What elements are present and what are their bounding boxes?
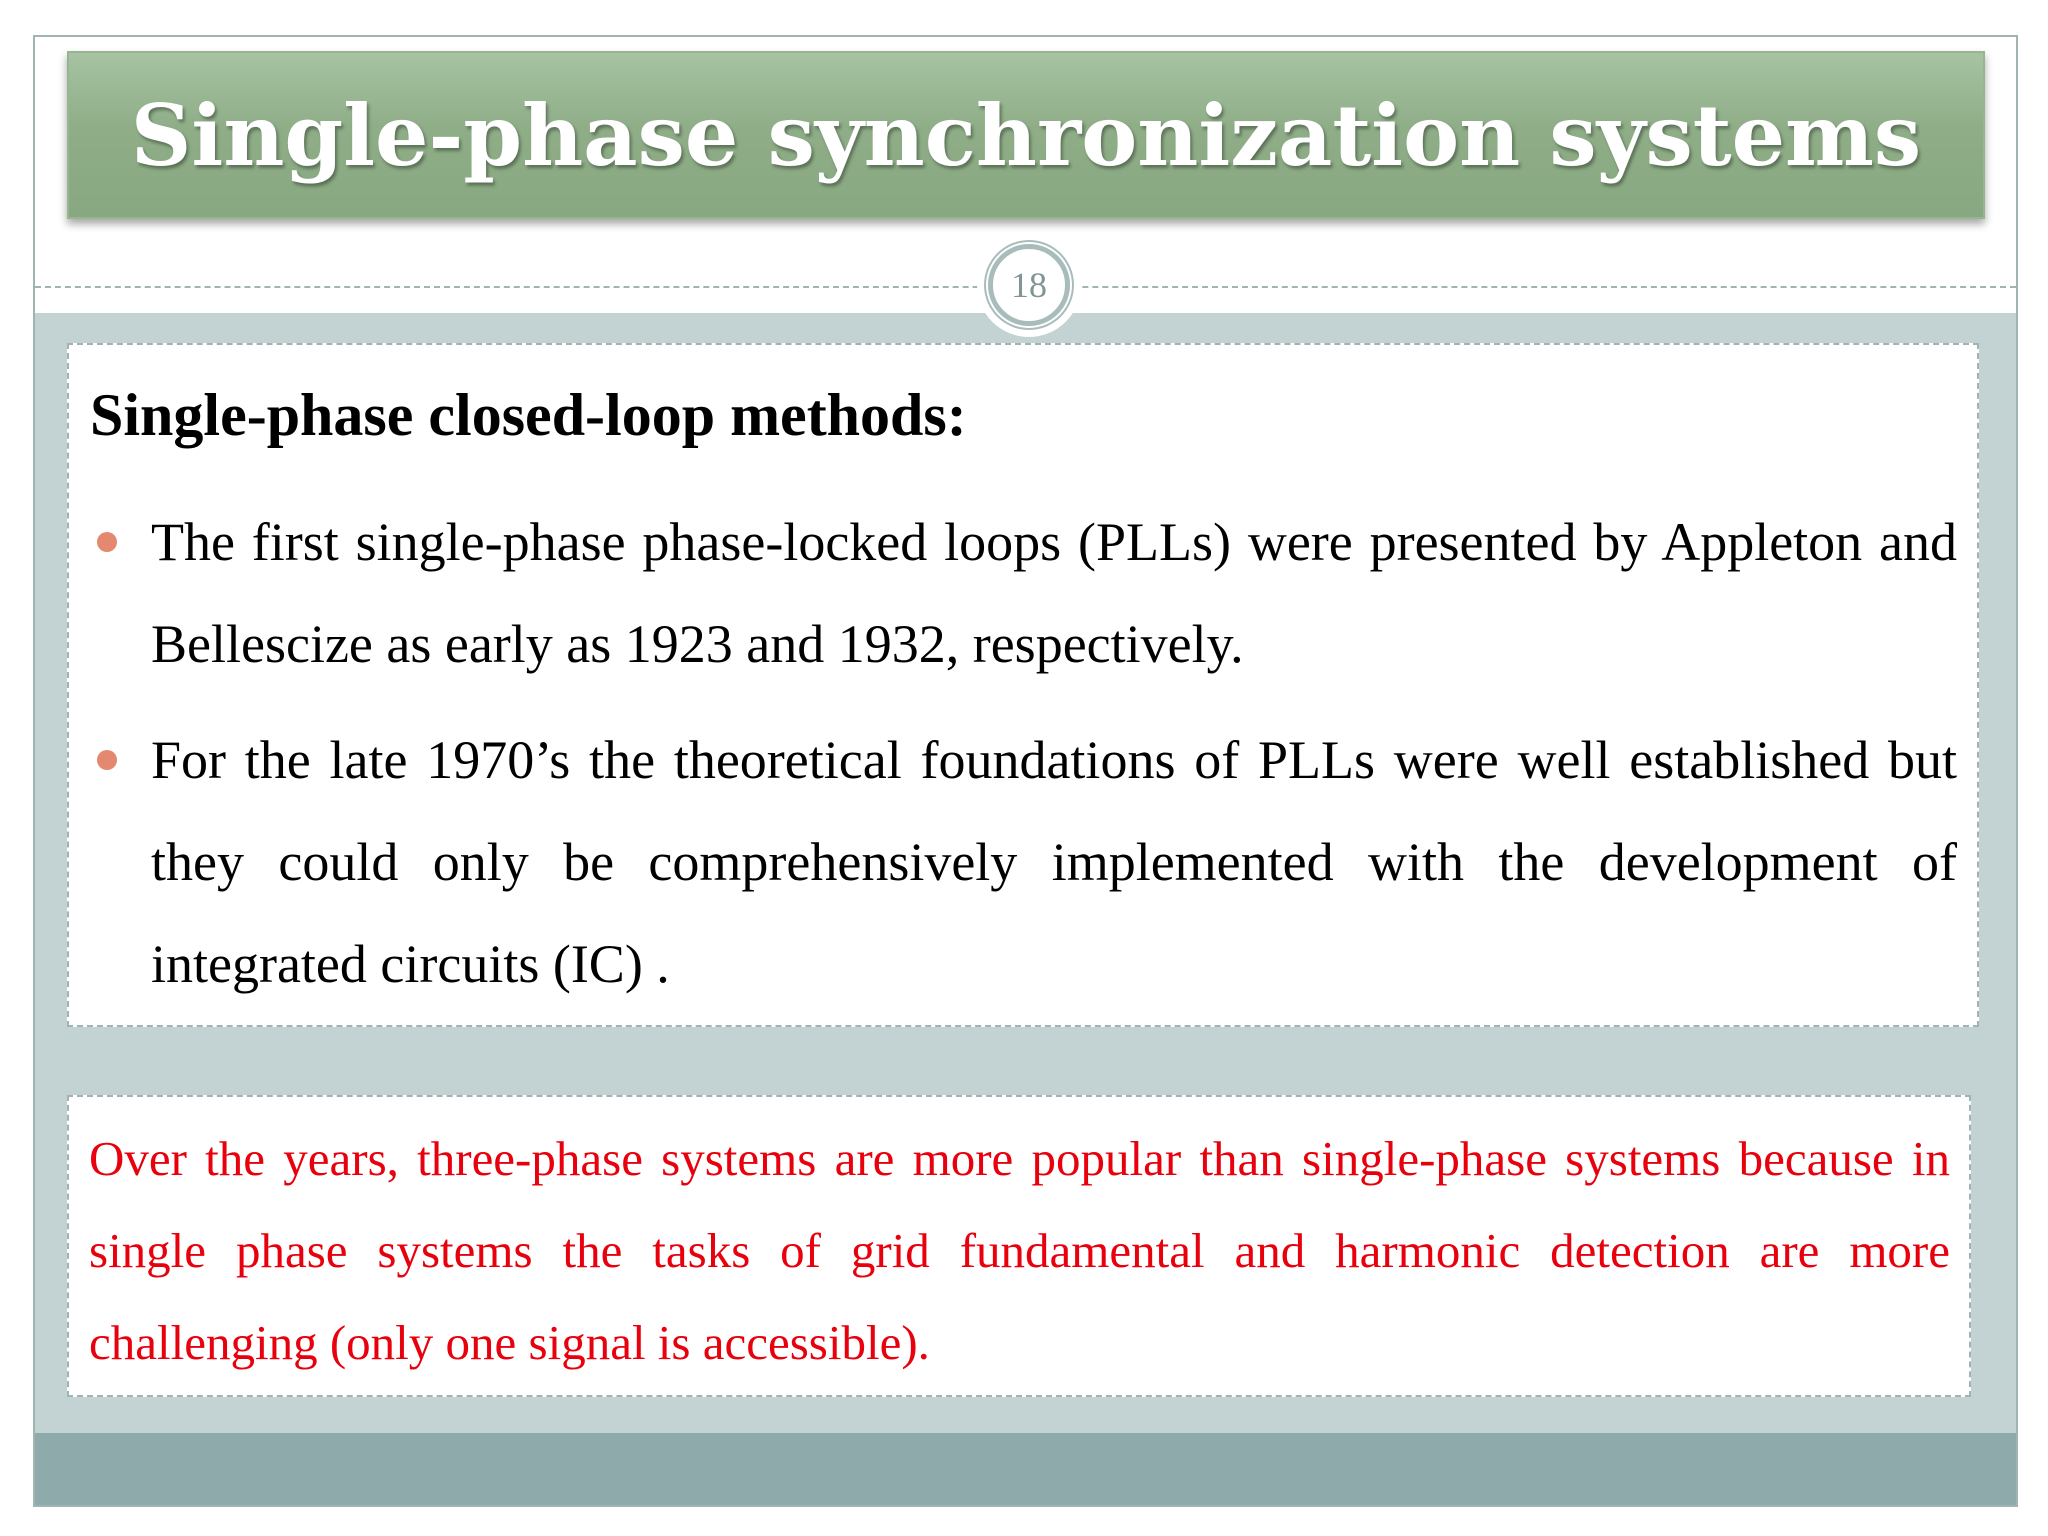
bullet-item (151, 491, 1957, 695)
bullet-item (151, 709, 1957, 1015)
content-panel (67, 343, 1979, 1027)
slide (33, 35, 2018, 1507)
note-text: Over the years, three-phase systems are more popular than single-phase systems because in single phase systems the tasks of grid fundamental and harmonic detection are more challenging (only one signal is accessible). (89, 1131, 1950, 1370)
bullet-text: The first single-phase phase-locked loops (PLLs) were presented by Appleton and Bellescize as early as 1923 and 1932, respectively. (151, 512, 1957, 674)
bullet-dot-icon (97, 532, 117, 552)
title-banner (67, 51, 1985, 219)
bullet-dot-icon (97, 750, 117, 770)
footer-band (35, 1433, 2016, 1505)
page-number-badge (977, 233, 1081, 337)
bullet-text: For the late 1970’s the theoretical foundations of PLLs were well established but they could only be comprehensively implemented with the development of integrated circuits (IC) . (151, 730, 1957, 994)
note-panel (67, 1095, 1971, 1397)
slide-title: Single-phase synchronization systems (130, 85, 1922, 185)
section-heading: Single-phase closed-loop methods: (90, 382, 967, 448)
bullet-list (151, 491, 1957, 1029)
page-number: 18 (988, 244, 1070, 326)
